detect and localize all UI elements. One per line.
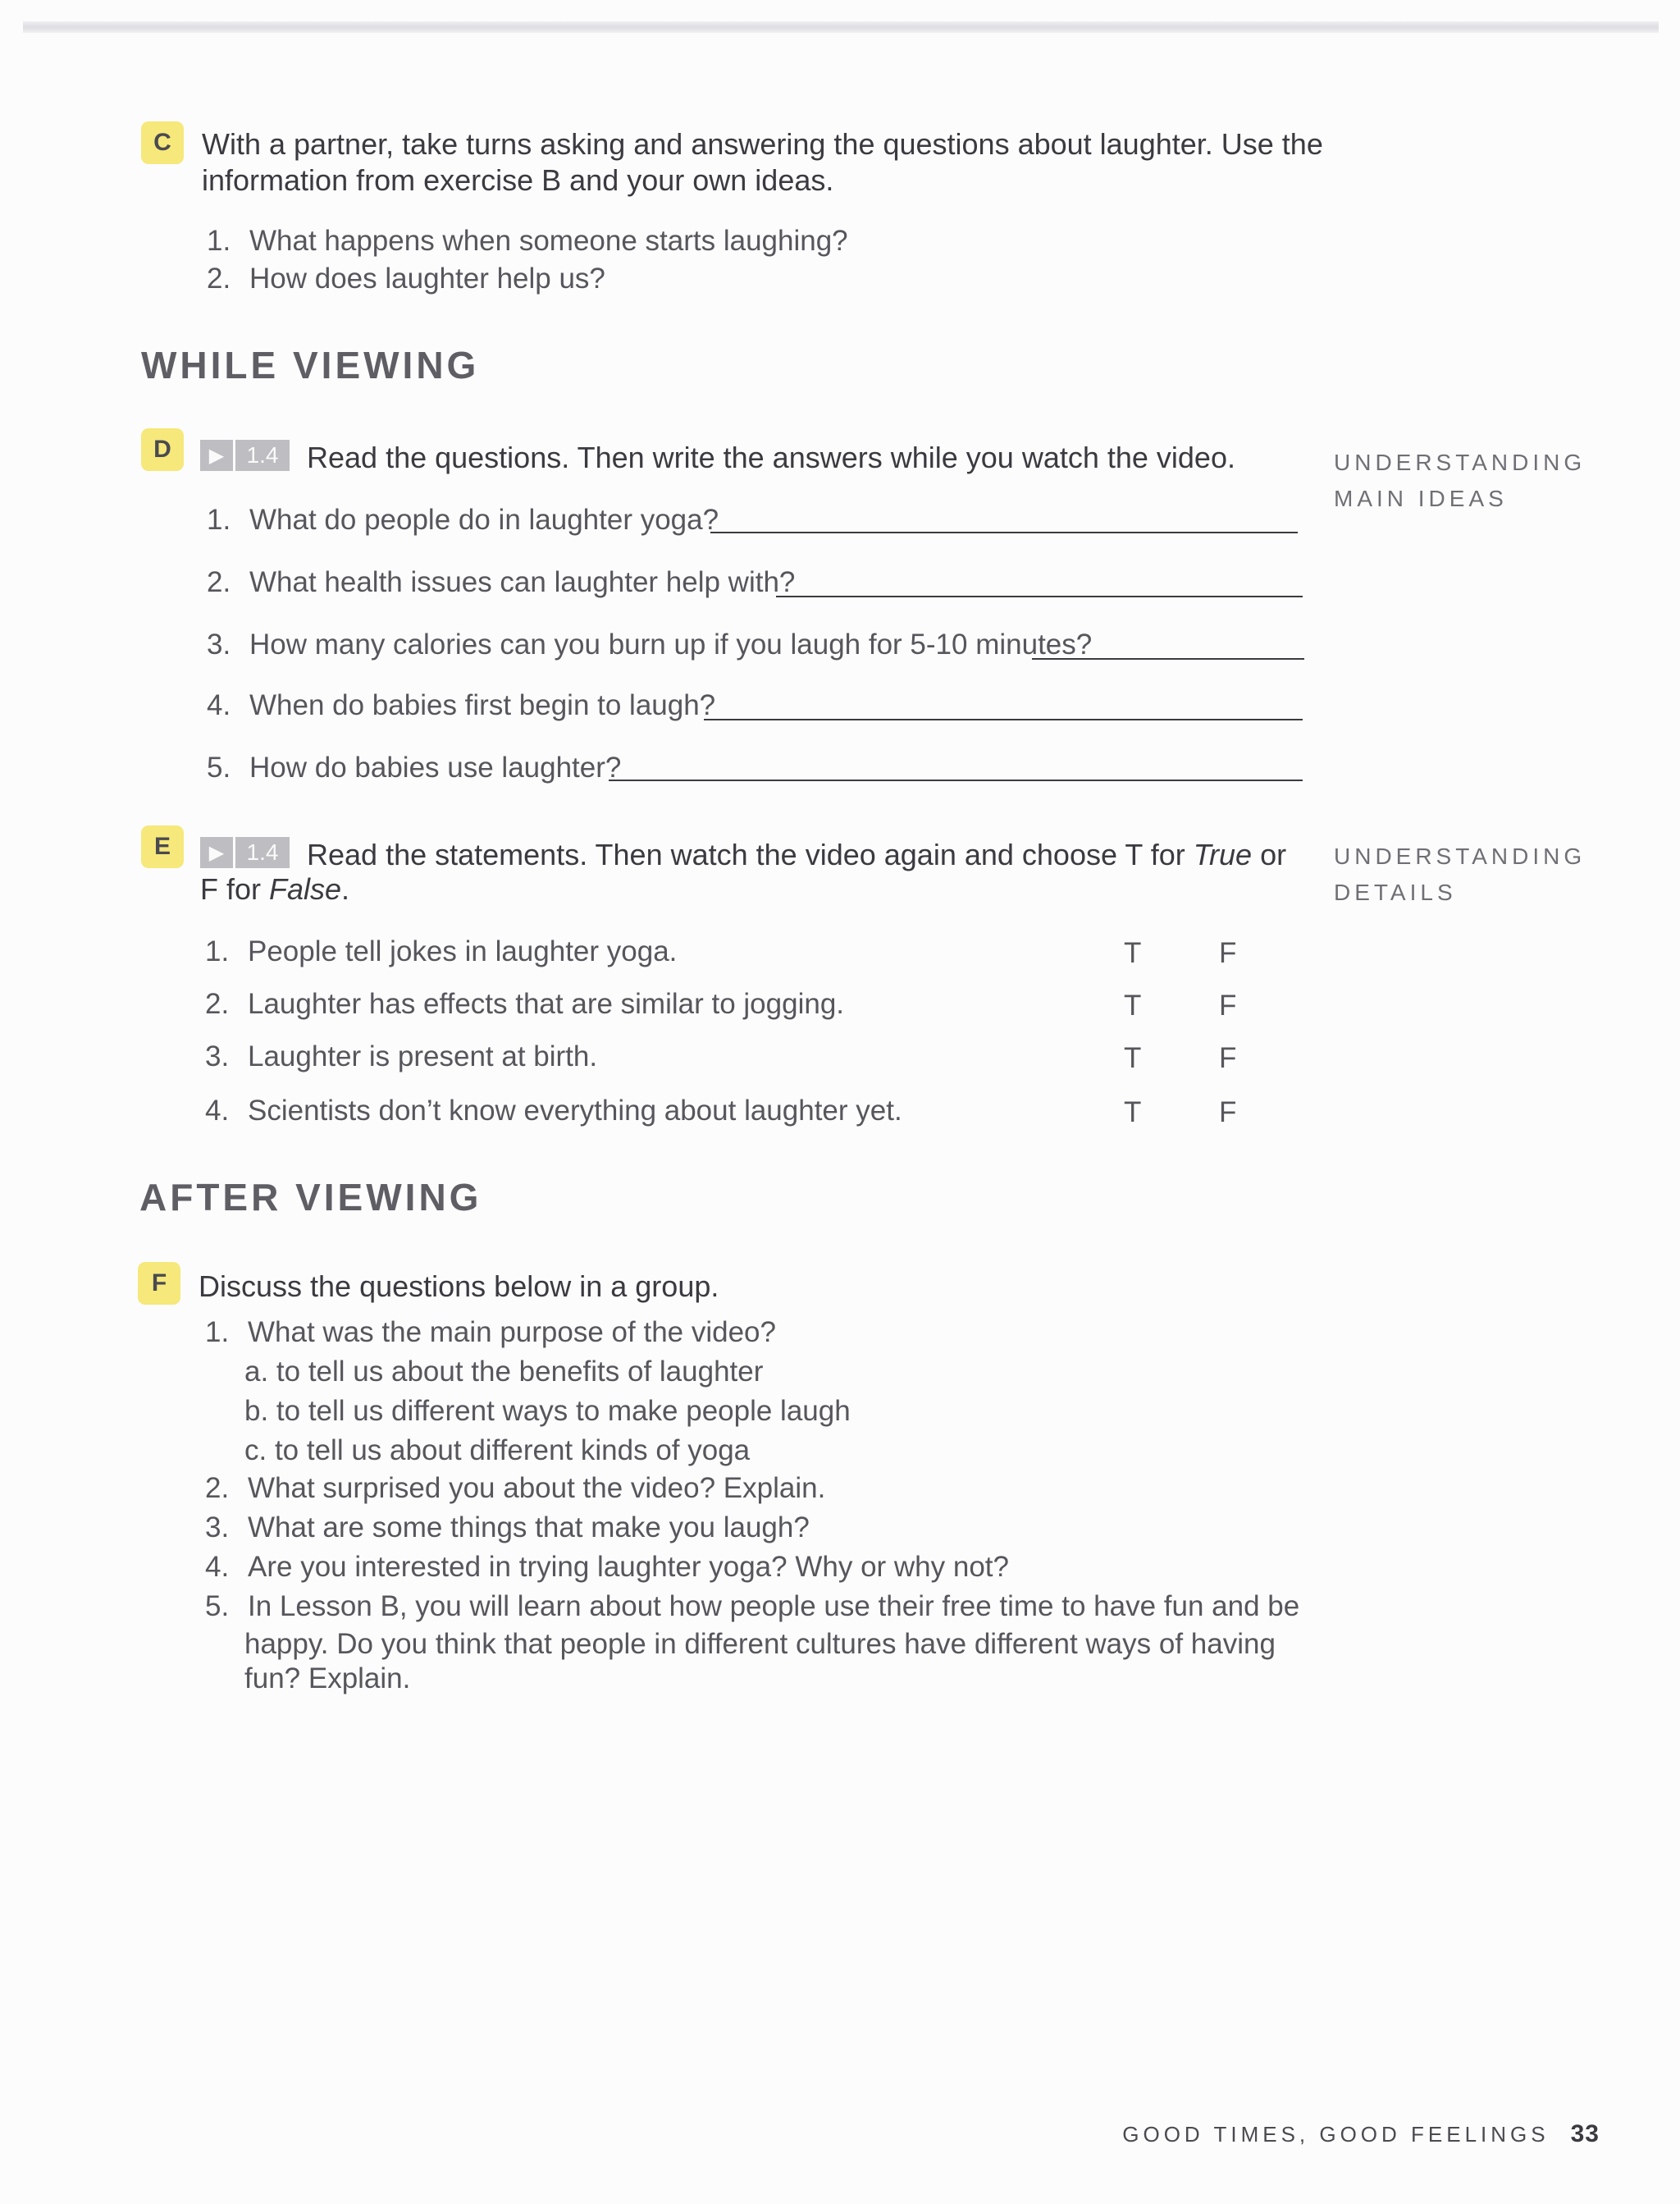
exercise-f-question-4: 4. Are you interested in trying laughter yoga? Why or why not? xyxy=(205,1551,1009,1583)
true-option-3[interactable]: T xyxy=(1124,1042,1142,1074)
play-icon: ▶ xyxy=(200,440,233,471)
exercise-e-instruction-line2: F for False. xyxy=(200,872,350,906)
false-option-2[interactable]: F xyxy=(1219,990,1237,1022)
exercise-f-question-2: 2. What surprised you about the video? Explain. xyxy=(205,1472,826,1504)
answer-line-5[interactable] xyxy=(609,780,1303,781)
exercise-c-instruction-line1: With a partner, take turns asking and answering the questions about laughter. Use the xyxy=(202,127,1323,161)
false-option-3[interactable]: F xyxy=(1219,1042,1237,1074)
exercise-c-question-2: 2. How does laughter help us? xyxy=(207,263,605,295)
page-number: 33 xyxy=(1570,2120,1600,2147)
true-option-2[interactable]: T xyxy=(1124,990,1142,1022)
exercise-f-option-b: b. to tell us different ways to make people laugh xyxy=(244,1395,851,1427)
exercise-e-tag: E xyxy=(141,825,184,868)
exercise-d-question-4: 4. When do babies first begin to laugh? xyxy=(207,689,716,721)
exercise-e-statement-2: 2. Laughter has effects that are similar to jogging. xyxy=(205,988,845,1020)
play-icon: ▶ xyxy=(200,837,233,868)
exercise-e-statement-4: 4. Scientists don’t know everything about laughter yet. xyxy=(205,1095,902,1127)
exercise-d-question-5: 5. How do babies use laughter? xyxy=(207,752,622,784)
false-option-4[interactable]: F xyxy=(1219,1096,1237,1128)
video-number: 1.4 xyxy=(235,837,290,868)
while-viewing-heading: WHILE VIEWING xyxy=(141,344,480,386)
exercise-d-instruction: Read the questions. Then write the answers while you watch the video. xyxy=(307,441,1235,474)
after-viewing-heading: AFTER VIEWING xyxy=(139,1176,482,1219)
answer-line-1[interactable] xyxy=(710,532,1298,533)
exercise-d-tag: D xyxy=(141,428,184,471)
exercise-d-question-3: 3. How many calories can you burn up if you laugh for 5-10 minutes? xyxy=(207,629,1093,661)
answer-line-4[interactable] xyxy=(704,719,1303,720)
true-option-1[interactable]: T xyxy=(1124,937,1142,969)
exercise-f-question-5-line3: fun? Explain. xyxy=(244,1662,411,1694)
answer-line-3[interactable] xyxy=(1032,658,1304,660)
page-footer xyxy=(1122,2120,1600,2148)
exercise-e-statement-1: 1. People tell jokes in laughter yoga. xyxy=(205,935,678,967)
video-number: 1.4 xyxy=(235,440,290,471)
exercise-c-question-1: 1. What happens when someone starts laughing? xyxy=(207,225,848,257)
video-badge-d[interactable] xyxy=(200,440,290,471)
true-option-4[interactable]: T xyxy=(1124,1096,1142,1128)
false-option-1[interactable]: F xyxy=(1219,937,1237,969)
exercise-f-tag: F xyxy=(138,1262,180,1305)
exercise-f-option-c: c. to tell us about different kinds of yoga xyxy=(244,1434,751,1466)
side-label-details: UNDERSTANDING DETAILS xyxy=(1334,844,1586,905)
scan-edge-strip xyxy=(23,21,1659,33)
exercise-f-option-a: a. to tell us about the benefits of laughter xyxy=(244,1356,764,1388)
exercise-d-question-2: 2. What health issues can laughter help with? xyxy=(207,566,796,598)
exercise-c-tag: C xyxy=(141,121,184,164)
exercise-f-question-5-line2: happy. Do you think that people in different cultures have different ways of having xyxy=(244,1628,1276,1660)
answer-line-2[interactable] xyxy=(776,596,1303,597)
exercise-f-question-3: 3. What are some things that make you laugh? xyxy=(205,1511,810,1543)
exercise-f-instruction: Discuss the questions below in a group. xyxy=(199,1269,719,1303)
exercise-d-question-1: 1. What do people do in laughter yoga? xyxy=(207,504,719,536)
side-label-main-ideas: UNDERSTANDING MAIN IDEAS xyxy=(1334,450,1586,511)
exercise-c-instruction-line2: information from exercise B and your own ideas. xyxy=(202,163,834,197)
running-title: GOOD TIMES, GOOD FEELINGS xyxy=(1122,2122,1550,2147)
exercise-e-statement-3: 3. Laughter is present at birth. xyxy=(205,1040,598,1072)
exercise-f-question-5: 5. In Lesson B, you will learn about how people use their free time to have fun and be xyxy=(205,1590,1300,1622)
video-badge-e[interactable] xyxy=(200,837,290,868)
exercise-f-question-1: 1. What was the main purpose of the video? xyxy=(205,1316,776,1348)
exercise-e-instruction-line1: Read the statements. Then watch the video again and choose T for True or xyxy=(307,838,1287,871)
